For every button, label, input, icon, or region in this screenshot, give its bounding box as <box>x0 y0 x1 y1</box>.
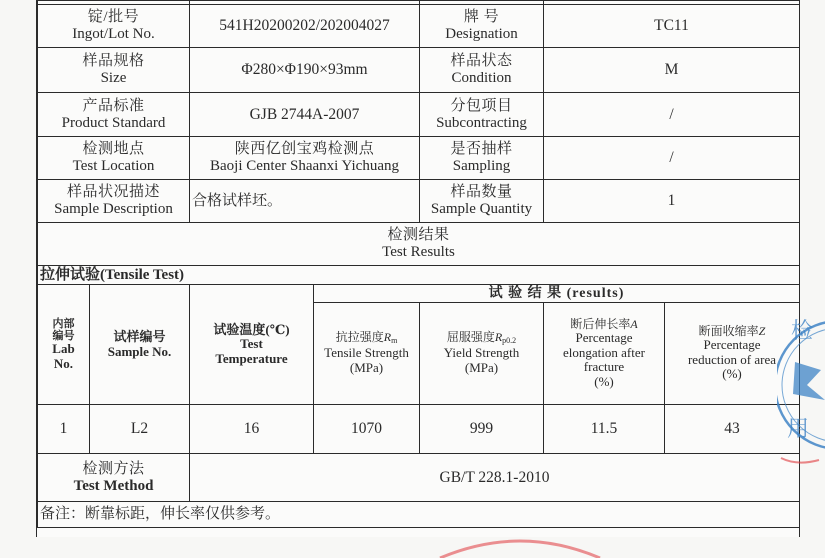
label-designation: 牌 号 Designation <box>420 5 544 48</box>
value-condition: M <box>544 48 800 93</box>
row-ingot-lot <box>38 5 800 48</box>
label-condition: 样品状态 Condition <box>420 48 544 93</box>
value-sample-quantity: 1 <box>544 180 800 223</box>
label-ingot-lot: 锭/批号 Ingot/Lot No. <box>38 5 190 48</box>
row-sample-description <box>38 180 800 223</box>
label-subcontracting: 分包项目 Subcontracting <box>420 93 544 137</box>
label-test-method: 检测方法 Test Method <box>38 454 190 502</box>
row-test-data <box>38 405 800 454</box>
results-title: 检测结果 Test Results <box>38 223 800 266</box>
header-sample-no: 试样编号 Sample No. <box>90 285 190 405</box>
row-product-standard <box>38 93 800 137</box>
header-results-group: 试 验 结 果 (results) <box>314 285 800 303</box>
value-test-location: 陕西亿创宝鸡检测点 Baoji Center Shaanxi Yichuang <box>190 137 420 180</box>
note-text: 备注：断靠标距，伸长率仅供参考。 <box>38 502 800 528</box>
cell-yield-strength: 999 <box>420 405 544 454</box>
report-table <box>37 0 800 528</box>
label-test-location: 检测地点 Test Location <box>38 137 190 180</box>
tensile-test-title: 拉伸试验(Tensile Test) <box>38 266 800 285</box>
value-subcontracting: / <box>544 93 800 137</box>
value-designation: TC11 <box>544 5 800 48</box>
header-lab-no: 内部 编号 Lab No. <box>38 285 90 405</box>
cell-tensile-strength: 1070 <box>314 405 420 454</box>
test-report-sheet <box>36 0 800 537</box>
value-sampling: / <box>544 137 800 180</box>
header-elongation: 断后伸长率A Percentage elongation after fracture (%) <box>544 303 665 405</box>
row-tensile-title <box>38 266 800 285</box>
cell-lab-no: 1 <box>38 405 90 454</box>
row-results-group <box>38 285 800 303</box>
cell-reduction-of-area: 43 <box>665 405 800 454</box>
cell-sample-no: L2 <box>90 405 190 454</box>
svg-text:检: 检 <box>791 319 814 344</box>
label-size: 样品规格 Size <box>38 48 190 93</box>
value-ingot-lot: 541H20200202/202004027 <box>190 5 420 48</box>
svg-text:用: 用 <box>787 417 810 442</box>
row-note <box>38 502 800 528</box>
row-test-location <box>38 137 800 180</box>
header-test-temperature: 试验温度(℃) Test Temperature <box>190 285 314 405</box>
cell-test-temperature: 16 <box>190 405 314 454</box>
cell-elongation: 11.5 <box>544 405 665 454</box>
label-product-standard: 产品标准 Product Standard <box>38 93 190 137</box>
header-tensile-strength: 抗拉强度$R_m$ Tensile Strength (MPa) <box>314 303 420 405</box>
value-test-method: GB/T 228.1-2010 <box>190 454 800 502</box>
label-sample-quantity: 样品数量 Sample Quantity <box>420 180 544 223</box>
label-sample-description: 样品状况描述 Sample Description <box>38 180 190 223</box>
row-size <box>38 48 800 93</box>
row-test-method <box>38 454 800 502</box>
header-reduction-of-area: 断面收缩率Z Percentage reduction of area (%) <box>665 303 800 405</box>
value-sample-description: 合格试样坯。 <box>190 180 420 223</box>
value-product-standard: GJB 2744A-2007 <box>190 93 420 137</box>
row-results-title <box>38 223 800 266</box>
label-sampling: 是否抽样 Sampling <box>420 137 544 180</box>
header-yield-strength: 屈服强度$R_{p0.2}$ Yield Strength (MPa) <box>420 303 544 405</box>
value-size: Φ280×Φ190×93mm <box>190 48 420 93</box>
